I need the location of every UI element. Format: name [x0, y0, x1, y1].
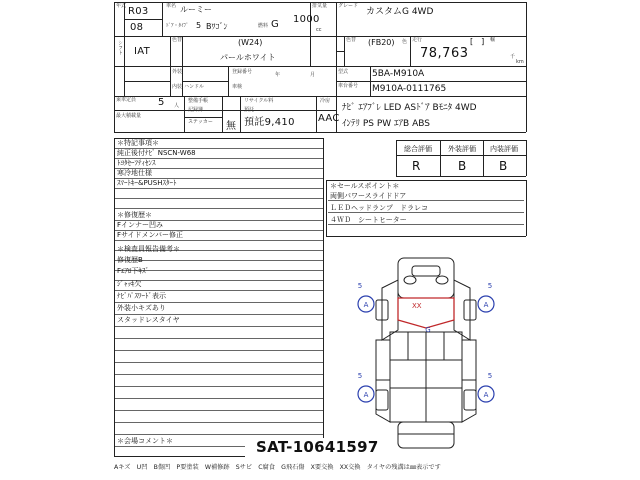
repair-history-title: ＊修復歴＊: [117, 211, 152, 219]
front-hood-outline: [398, 258, 454, 298]
displacement-label: 排気量: [312, 3, 328, 9]
repair-history-item: Fサイドメンバー修正: [117, 231, 183, 239]
tire-depth-fr: 5: [487, 282, 493, 290]
model-type-value: 5BA-M910A: [372, 69, 425, 79]
interior-score-value: B: [499, 159, 508, 173]
capacity-unit: 人: [174, 103, 180, 109]
grille-outline: [412, 266, 440, 276]
venue-comment-title: ＊会場コメント＊: [117, 437, 173, 445]
special-note-item: ｽﾏｰﾄｷｰ&PUSHｽﾀｰﾄ: [117, 179, 177, 187]
inspector-note-item: ｼﾞｬｯｷ欠: [117, 280, 142, 288]
chassis-value: M910A-0111765: [372, 84, 447, 94]
outer-label: 外装: [172, 69, 183, 75]
inspector-note-item: 修復歴B: [117, 256, 143, 264]
fuel-value: G: [271, 19, 280, 30]
sales-point-item: ＬＥＤヘッドランプ ドラレコ: [330, 204, 428, 212]
capacity-value: 5: [158, 97, 165, 108]
fuel-label: 燃料: [258, 23, 269, 29]
tire-mark-left-bottom: A: [363, 391, 369, 399]
wheel-rear-left: [376, 390, 388, 410]
tire-depth-rr: 5: [487, 372, 493, 380]
tire-mark-right-top: A: [483, 301, 489, 309]
front-left-panel: [382, 280, 398, 340]
inspection-label: 車検: [232, 84, 243, 90]
inner-label: 内装: [172, 84, 183, 90]
new-color-suffix: 色: [402, 39, 408, 45]
color-label-1: 色替: [172, 37, 183, 43]
mileage-unit: km: [516, 59, 524, 65]
tire-mark-left-top: A: [363, 301, 369, 309]
car-diagram: [330, 240, 526, 456]
headlight-right: [436, 276, 448, 284]
recycle-label2: 預託: [244, 107, 255, 113]
year-value: R03: [128, 6, 149, 17]
color-label-2: 色替: [346, 37, 357, 43]
door-label: ﾄﾞｱ・ﾀｲﾌﾟ: [166, 23, 189, 29]
grade-label: グレード: [338, 3, 359, 9]
damage-legend: Aキズ U凹 B傷凹 P要塗装 W補修跡 Sサビ C腐食 G飛石傷 X要交換 XX交換 タイヤの残溝は㎜表示です: [114, 464, 441, 471]
glass-mark: G: [425, 326, 431, 334]
tire-mark-right-bottom: A: [483, 391, 489, 399]
sales-point-item: 両側パワースライドドア: [330, 192, 407, 200]
rear-outline: [398, 422, 454, 448]
special-note-item: 純正後付ﾅﾋﾞ NSCN-W68: [117, 149, 196, 157]
displacement-value: 1000: [293, 14, 320, 25]
stock-id: SAT-10641597: [256, 438, 379, 456]
interior-score-label: 内装評価: [490, 145, 518, 153]
sales-point-item: ４ＷＤ シートヒーター: [330, 216, 407, 224]
front-damage-mark: XX: [412, 302, 422, 310]
exterior-score-value: B: [458, 159, 467, 173]
grade-value: カスタムG 4WD: [366, 7, 434, 17]
front-damage-area: [398, 298, 454, 328]
model-name-label: 車名: [166, 3, 177, 9]
wheel-rear-right: [464, 390, 476, 410]
exterior-score-label: 外装評価: [448, 145, 476, 153]
sales-points-title: ＊セールスポイント＊: [330, 182, 400, 190]
cooler-value: AAC: [318, 113, 340, 124]
model-type-label: 型式: [338, 69, 349, 75]
max-load-label: 最大積載量: [116, 113, 142, 119]
special-note-item: 寒冷地仕様: [117, 169, 152, 177]
recycle-label: リサイクル料: [244, 98, 274, 104]
equipment-line-1: ﾅﾋﾞ ｴｱﾌﾞﾚ LED ASﾄﾞｱ Bﾓﾆﾀ 4WD: [342, 103, 477, 113]
mileage-label: 走行: [412, 37, 423, 43]
bracket-label: 輸: [490, 37, 496, 43]
headlight-left: [404, 276, 416, 284]
month-suffix: 月: [310, 72, 316, 78]
cooler-label: 冷房: [320, 98, 331, 104]
new-color-code: (FB20): [368, 38, 395, 47]
front-right-panel: [454, 280, 470, 340]
inspector-note-item: ﾅﾋﾞﾊﾟｽﾜｰﾄﾞ表示: [117, 292, 166, 300]
handle-label: ハンドル: [184, 84, 205, 90]
displacement-unit: cc: [316, 27, 322, 33]
mileage-bracket: [ ]: [470, 37, 485, 46]
shift-label: シフト: [117, 40, 123, 55]
body-type: Bﾜｺﾞﾝ: [206, 22, 228, 31]
sticker-value: 無: [226, 121, 237, 132]
special-notes-title: ＊特記事項＊: [117, 139, 159, 147]
registration-label: 登録番号: [232, 69, 253, 75]
capacity-label: 乗車定員: [116, 97, 137, 103]
chassis-label: 車台番号: [338, 83, 359, 89]
overall-score-value: R: [412, 159, 421, 173]
year-label: 年式: [116, 3, 127, 9]
equipment-line-2: ｲﾝﾃﾘ PS PW ｴｱB ABS: [342, 119, 430, 129]
repair-history-item: Fインナー凹み: [117, 221, 164, 229]
inspector-note-item: 外装小キズあり: [117, 304, 166, 312]
door-value: 5: [196, 21, 202, 30]
tire-depth-fl: 5: [357, 282, 363, 290]
mileage-value: 78,763: [420, 46, 469, 61]
year-suffix: 年: [275, 72, 281, 78]
recycle-value: 預託9,410: [244, 117, 295, 128]
overall-score-label: 総合評価: [404, 145, 432, 153]
tire-depth-rl: 5: [357, 372, 363, 380]
color-name: パールホワイト: [220, 53, 276, 62]
inspector-note-item: Fｴｱﾛ下ｷｽﾞ: [117, 267, 150, 275]
color-code: (W24): [238, 38, 263, 47]
maint-label: 整備手帳: [188, 98, 209, 104]
maint-sub: 記録簿: [188, 107, 204, 113]
inspector-notes-title: ＊検査員報告備考＊: [117, 245, 180, 253]
model-name: ルーミー: [180, 5, 212, 14]
shift-value: IAT: [134, 46, 151, 57]
mileage-unit-top: 千: [510, 54, 516, 60]
month-value: 08: [130, 22, 144, 33]
sticker-label: ステッカー: [188, 119, 213, 125]
inspector-note-item: スタッドレスタイヤ: [117, 316, 180, 324]
special-note-item: ﾄﾖﾀｾｰﾌﾃｨｾﾝｽ: [117, 159, 156, 167]
